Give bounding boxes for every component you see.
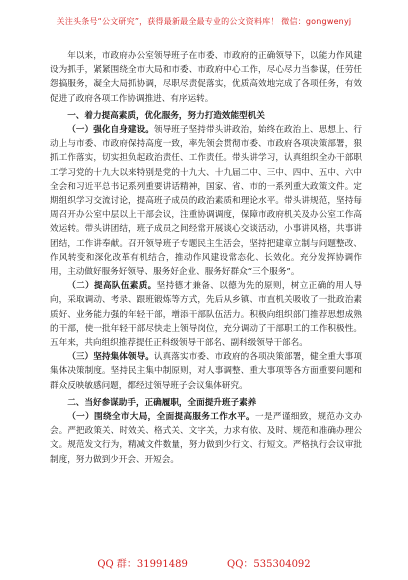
body-paragraph xyxy=(50,410,362,467)
section-heading xyxy=(50,396,362,410)
paragraph-text: 坚持德才兼备、以德为先的原则，树立正确的用人导向，采取调动、考录、跟班锻炼等方式，先后从乡镇、市直机关吸收了一批政治素质好、业务能力强的年轻干部，增添干部队伍活力。积极向组织部门推荐思想成熟的干部，使一批年轻干部尽快走上领导岗位，充分调动了干部职工的工作积极性。五年来，共向组织推荐提任正科级领导干部名、副科级领导干部名。 xyxy=(50,281,362,349)
section-heading xyxy=(50,109,362,123)
subsection-title: （一）强化自身建设。 xyxy=(67,125,154,136)
paragraph-text: 一是严谨细致，规范办文办会。严把政策关、时效关、格式关、文字关，力求有依、及时、规范和准确办理公文。规范发文行为，精减文件数量，努力做到少行文、行短文。严格执行会议审批制度，努力做到少开会、开短会。 xyxy=(50,412,362,465)
qq-number-text: QQ：535304092 xyxy=(227,559,311,570)
subsection-title: （二）提高队伍素质。 xyxy=(67,281,157,292)
paragraph-text: 年以来，市政府办公室领导班子在市委、市政府的正确领导下，以能力作风建设为抓手，紧紧围绕全市大局和市委、市政府中心工作，尽心尽力当参谋，任劳任怨搞服务，凝全大局抓协调，尽职尽责促落实，优质高效地完成了各项任务，有效促进了政府各项工作协调推进、有序运转。 xyxy=(50,51,362,104)
body-paragraph xyxy=(50,350,362,393)
body-paragraph xyxy=(50,279,362,350)
body-paragraph xyxy=(50,123,362,279)
contact-footer xyxy=(0,555,408,570)
qq-group-text: QQ 群：31991489 xyxy=(97,559,188,570)
body-paragraph xyxy=(50,49,362,106)
article-body xyxy=(50,49,362,467)
paragraph-text: 领导班子坚持带头讲政治，始终在政治上、思想上、行动上与市委、市政府保持高度一致，率先领会贯彻市委、市政府各项决策部署，狠抓工作落实，切实担负起政治责任、工作责任。带头讲学习，认真组织全办干部职工学习党的十九大以来特别是党的十九大、十九届二中、三中、四中、五中、六中全会和习近平总书记系列重要讲话精神，国家、省、市的一系列重大政策文件。定期组织学习交流讨论，提高班子成员的政治素质和理论水平。带头讲规范，坚持每周召开办公室中层以上干部会议，注重协调调度，保障市政府机关及办公室工作高效运转。带头讲团结，班子成员之间经常开展谈心交谈活动，小事讲风格，共事讲团结，工作讲奉献。召开领导班子专题民主生活会，坚持把建章立制与问题整改、作风转变和深化改革有机结合，推动作风建设常态化、长效化。充分发挥协调作用，主动做好服务好领导、服务好企业、服务好群众“三个服务”。 xyxy=(50,125,362,278)
paragraph-text: 一、着力提高素质，优化服务，努力打造效能型机关 xyxy=(67,110,265,121)
subsection-title: （三）坚持集体领导。 xyxy=(67,352,154,363)
paragraph-text: 二、当好参谋助手，正确履职，全面提升班子素养 xyxy=(67,397,257,408)
paragraph-text: 认真落实市委、市政府的各项决策部署，健全重大事项集体决策制度。坚持民主集中制原则，对人事调整、重大事项等各方面重要问题和群众反映敏感问题，都经过领导班子会议集体研究。 xyxy=(50,352,362,391)
subsection-title: （一）围绕全市大局，全面提高服务工作水平。 xyxy=(67,412,255,423)
header-banner: 关注头条号“公文研究”，获得最新最全最专业的公文资料库！ 微信：gongwenyj xyxy=(56,17,352,26)
